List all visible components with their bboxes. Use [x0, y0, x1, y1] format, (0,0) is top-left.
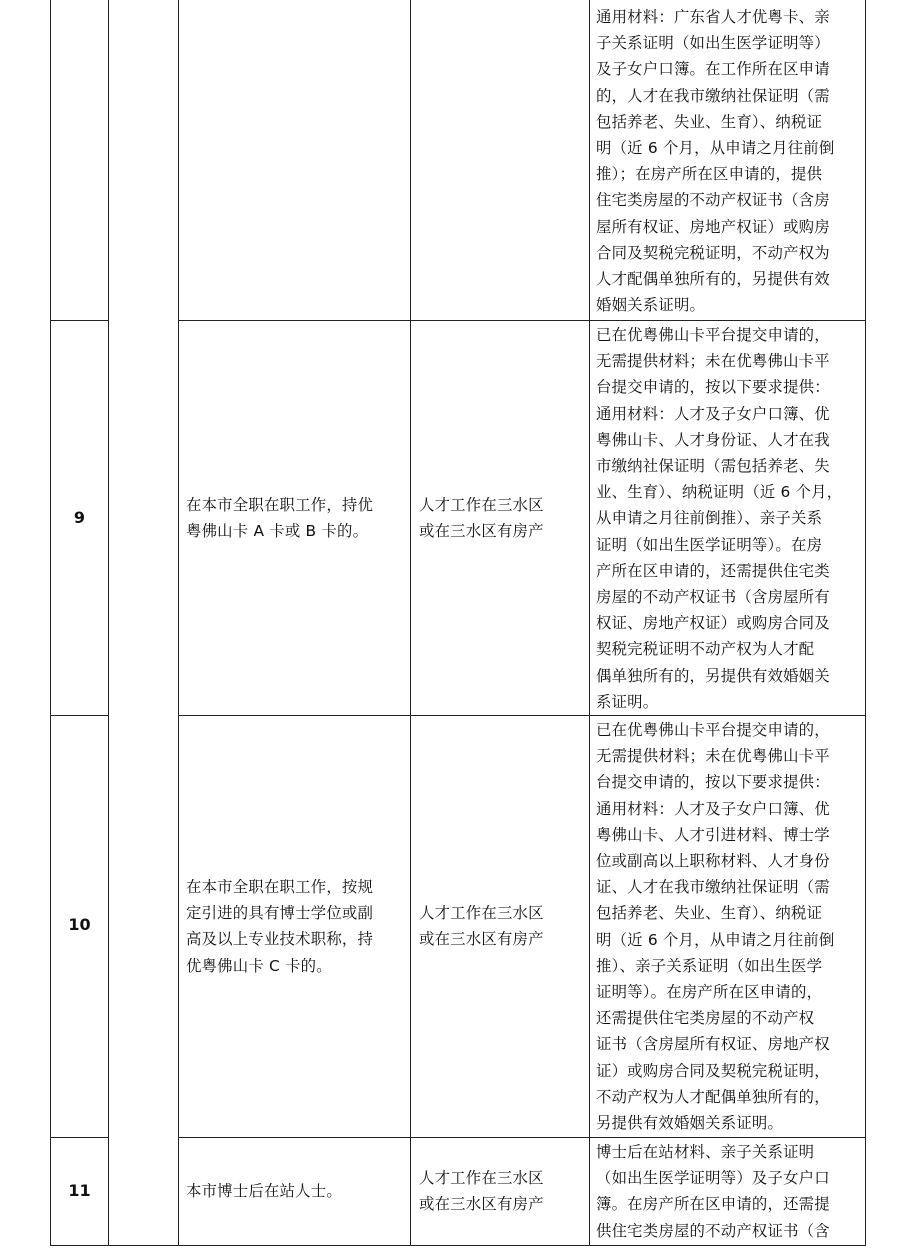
materials-line: 推）；在房产所在区申请的，提供 [596, 165, 823, 184]
materials-line: 屋所有权证、房地产权证）或购房 [596, 217, 830, 236]
condition-line: 在本市全职在职工作，按规 [186, 878, 374, 896]
condition-line: 在本市全职在职工作，持优 [186, 496, 374, 514]
materials-line: （如出生医学证明等）及子女户口 [596, 1169, 830, 1188]
materials-line: 系证明。 [596, 692, 659, 711]
materials-line: 台提交申请的，按以下要求提供： [596, 378, 830, 397]
location-line: 人才工作在三水区 [419, 1169, 544, 1187]
materials-line: 推）、亲子关系证明（如出生医学 [596, 956, 823, 975]
condition-line: 高及以上专业技术职称，持 [186, 930, 374, 949]
row-divider [178, 1137, 866, 1138]
row-number: 11 [68, 1181, 91, 1200]
materials-line: 已在优粤佛山卡平台提交申请的， [596, 721, 830, 739]
row-divider [50, 1137, 109, 1138]
materials-line: 证、人才在我市缴纳社保证明（需 [596, 878, 830, 897]
location-line: 人才工作在三水区 [419, 904, 544, 922]
row-number: 10 [68, 915, 91, 934]
table-border-left [50, 0, 51, 1246]
materials-line: 房屋的不动产权证书（含房屋所有 [596, 588, 830, 607]
column-divider-location [589, 0, 590, 1246]
materials-line: 已在优粤佛山卡平台提交申请的， [596, 326, 830, 344]
materials-line: 粤佛山卡、人才引进材料、博士学 [596, 825, 830, 844]
location-line: 或在三水区有房产 [419, 522, 544, 541]
column-divider-condition [410, 0, 411, 1246]
materials-line: 的，人才在我市缴纳社保证明（需 [596, 86, 830, 105]
location-cell [419, 492, 587, 544]
column-divider-category [178, 0, 179, 1246]
materials-line: 无需提供材料；未在优粤佛山卡平 [596, 352, 830, 371]
materials-line: 粤佛山卡、人才身份证、人才在我 [596, 430, 830, 449]
materials-line: 证）或购房合同及契税完税证明， [596, 1061, 830, 1080]
materials-line: 证明等）。在房产所在区申请的， [596, 983, 823, 1002]
row-divider [50, 320, 109, 321]
materials-line: 证书（含房屋所有权证、房地产权 [596, 1035, 830, 1054]
row-divider [50, 715, 109, 716]
materials-line: 位或副高以上职称材料、人才身份 [596, 852, 830, 871]
table-row [596, 4, 862, 318]
materials-line: 供住宅类房屋的不动产权证书（含 [596, 1221, 830, 1240]
materials-line: 明（近 6 个月，从申请之月往前倒 [596, 139, 835, 158]
condition-cell [186, 492, 408, 544]
table-border-bottom [50, 1245, 866, 1246]
location-line: 或在三水区有房产 [419, 930, 544, 949]
table-border-right [865, 0, 866, 1246]
materials-line: 博士后在站材料、亲子关系证明 [596, 1143, 815, 1161]
condition-cell [186, 1178, 408, 1204]
column-divider-number [108, 0, 109, 1246]
location-cell [419, 900, 587, 952]
materials-line: 婚姻关系证明。 [596, 296, 706, 315]
materials-line: 人才配偶单独所有的，另提供有效 [596, 270, 830, 289]
location-cell [419, 1165, 587, 1217]
materials-line: 产所在区申请的，还需提供住宅类 [596, 561, 830, 580]
materials-line: 契税完税证明不动产权为人才配 [596, 640, 815, 659]
materials-line: 及子女户口簿。在工作所在区申请 [596, 60, 830, 79]
materials-line: 通用材料：人才及子女户口簿、优 [596, 404, 830, 423]
materials-line: 簿。在房产所在区申请的，还需提 [596, 1195, 830, 1214]
condition-line: 本市博士后在站人士。 [186, 1182, 342, 1200]
row-divider [178, 715, 866, 716]
condition-cell [186, 874, 408, 979]
condition-line: 定引进的具有博士学位或副 [186, 904, 374, 923]
materials-line: 子关系证明（如出生医学证明等） [596, 34, 830, 53]
row-number: 9 [73, 508, 86, 527]
materials-line: 台提交申请的，按以下要求提供： [596, 773, 830, 792]
materials-line: 包括养老、失业、生育）、纳税证 [596, 904, 823, 923]
materials-line: 市缴纳社保证明（需包括养老、失 [596, 457, 830, 476]
materials-line: 业、生育）、纳税证明（近 6 个月， [596, 483, 843, 502]
materials-line: 通用材料：广东省人才优粤卡、亲 [596, 8, 830, 26]
materials-cell [596, 717, 862, 1136]
materials-line: 住宅类房屋的不动产权证书（含房 [596, 191, 830, 210]
materials-line: 合同及契税完税证明，不动产权为 [596, 243, 830, 262]
condition-line: 优粤佛山卡 C 卡的。 [186, 956, 332, 975]
materials-cell [596, 322, 862, 715]
materials-cell [596, 1139, 862, 1244]
materials-line: 权证、房地产权证）或购房合同及 [596, 614, 830, 633]
materials-line: 明（近 6 个月，从申请之月往前倒 [596, 930, 835, 949]
condition-line: 粤佛山卡 A 卡或 B 卡的。 [186, 522, 369, 541]
materials-line: 从申请之月往前倒推）、亲子关系 [596, 509, 823, 528]
materials-line: 证明（如出生医学证明等）。在房 [596, 535, 823, 554]
materials-line: 包括养老、失业、生育）、纳税证 [596, 112, 823, 131]
materials-line: 不动产权为人才配偶单独所有的， [596, 1087, 830, 1106]
materials-line: 另提供有效婚姻关系证明。 [596, 1114, 784, 1133]
materials-line: 无需提供材料；未在优粤佛山卡平 [596, 747, 830, 766]
materials-line: 还需提供住宅类房屋的不动产权 [596, 1009, 815, 1028]
location-line: 或在三水区有房产 [419, 1195, 544, 1214]
materials-line: 通用材料：人才及子女户口簿、优 [596, 799, 830, 818]
materials-line: 偶单独所有的，另提供有效婚姻关 [596, 666, 830, 685]
location-line: 人才工作在三水区 [419, 496, 544, 514]
row-divider [178, 320, 866, 321]
